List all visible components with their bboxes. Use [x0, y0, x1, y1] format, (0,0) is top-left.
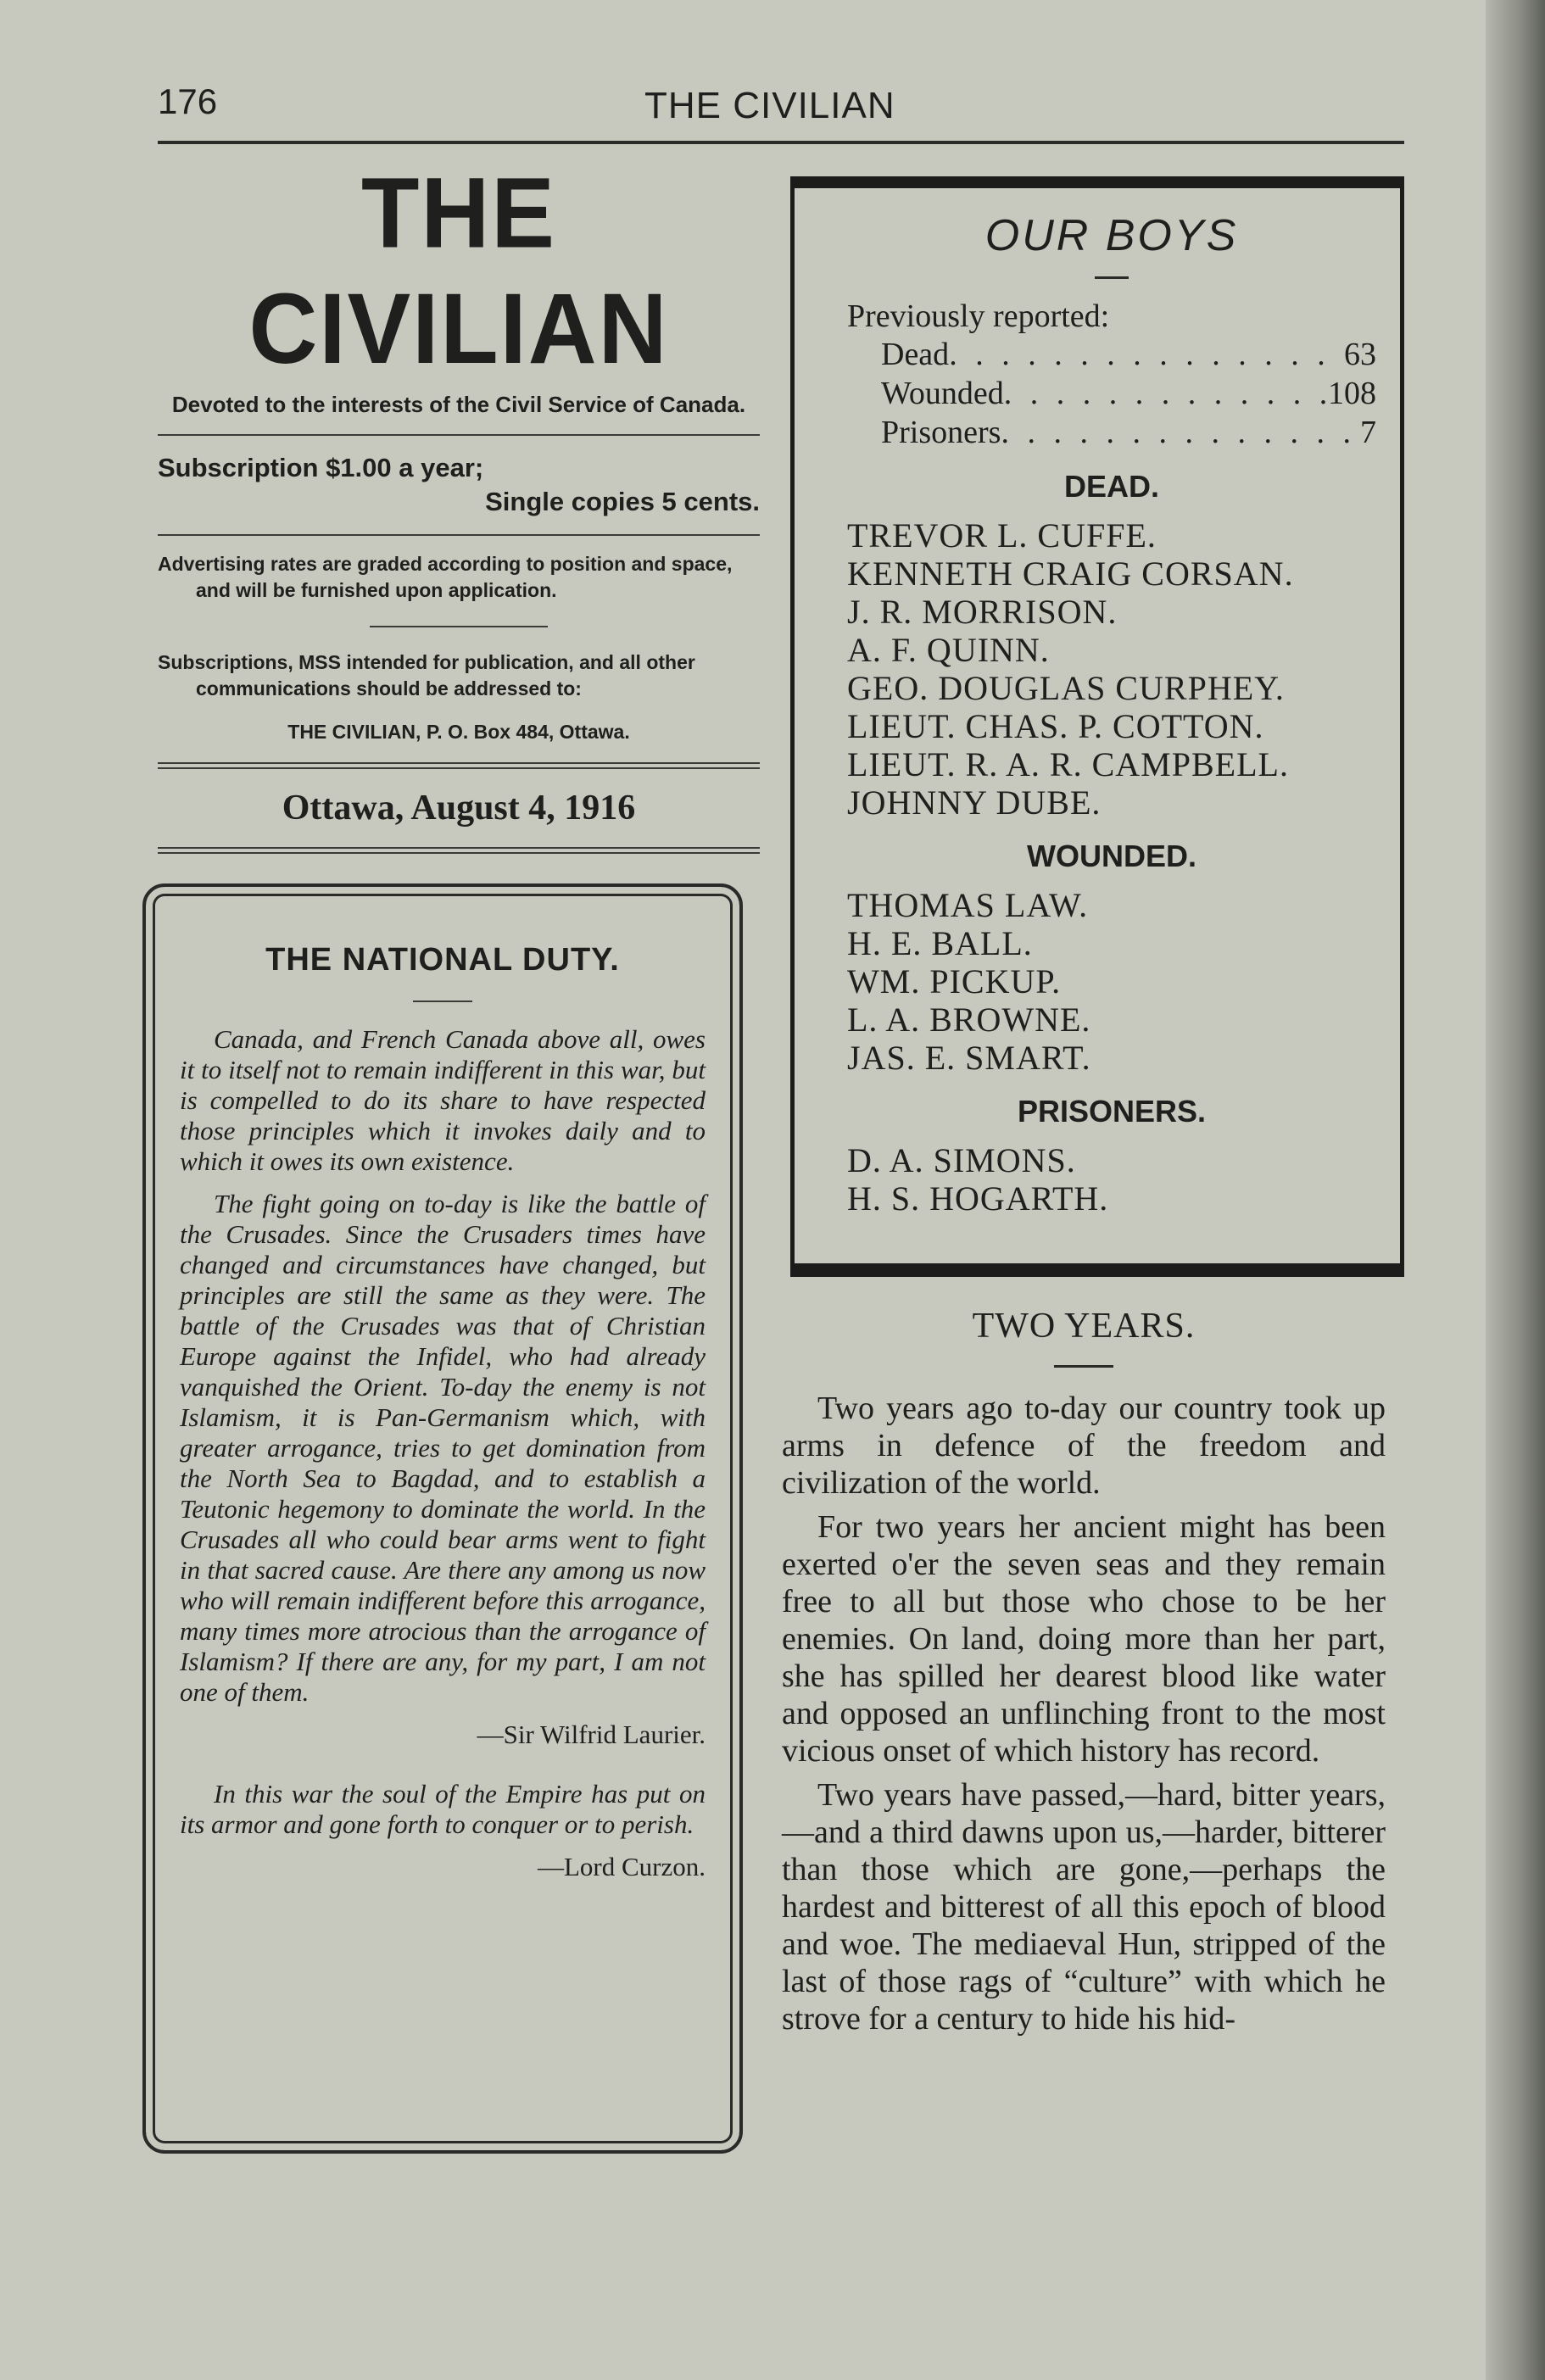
- leader-dots: [949, 335, 1344, 374]
- double-divider: [158, 762, 760, 769]
- single-copy-price: Single copies 5 cents.: [485, 487, 760, 516]
- article-paragraph: For two years her ancient might has been exerted o'er the seven seas and they remain free to all but those who chose to be her enemies. On land, doing more than her part, she has spilled her dearest blood like water and opposed an unflinching front to the most vicious onset of which history has record.: [782, 1509, 1386, 1769]
- mailing-address: THE CIVILIAN, P. O. Box 484, Ottawa.: [287, 721, 630, 743]
- casualty-name: LIEUT. CHAS. P. COTTON.: [847, 707, 1264, 745]
- double-divider: [158, 847, 760, 854]
- stat-row: [847, 413, 1376, 452]
- our-boys-box: [790, 176, 1404, 1277]
- subscription-price: Subscription $1.00 a year;: [158, 453, 484, 482]
- casualty-name: KENNETH CRAIG CORSAN.: [847, 555, 1294, 593]
- page-edge-shadow: [1486, 0, 1545, 2380]
- national-duty-heading: THE NATIONAL DUTY.: [265, 942, 620, 978]
- stat-label: Dead: [881, 337, 950, 372]
- running-head: THE CIVILIAN: [644, 85, 895, 126]
- leader-dots: [1001, 413, 1360, 452]
- divider: [370, 626, 548, 627]
- article-paragraph: Two years have passed,—hard, bitter years,—and a third dawns upon us,—harder, bitterer than those which are gone,—perhaps the hardest and bitterest of all this epoch of blood and woe. The mediaeval Hun, stripped of the last of those rags of “culture” with which he strove for a century to hide his hid-: [782, 1777, 1386, 2037]
- article-heading: TWO YEARS.: [972, 1307, 1196, 1346]
- header-rule: [158, 141, 1404, 144]
- casualty-name: L. A. BROWNE.: [847, 1000, 1091, 1039]
- quote-paragraph: In this war the soul of the Empire has put on its armor and gone forth to conquer or to perish.: [180, 1779, 706, 1839]
- casualty-name: TREVOR L. CUFFE.: [847, 516, 1157, 555]
- casualty-name: GEO. DOUGLAS CURPHEY.: [847, 669, 1285, 707]
- national-duty-box: [142, 883, 743, 2154]
- wounded-heading: WOUNDED.: [1027, 839, 1196, 873]
- quote-paragraph: The fight going on to-day is like the battle of the Crusades. Since the Crusaders times have changed and circumstances have changed, but principles are still the same as they were. The battle of the Crusades was that of Christian Europe against the Infidel, who had already vanquished the Orient. To-day the enemy is not Islamism, it is Pan-Germanism which, with greater arrogance, tries to get domination from the North Sea to Bagdad, and to establish a Teutonic hegemony to dominate the world. In the Crusades all who could bear arms went to fight in that sacred cause. Are there any among us now who will remain indifferent before this arrogance, many times more atrocious than the arrogance of Islamism? If there are any, for my part, I am not one of them.: [180, 1189, 706, 1707]
- stat-label: Prisoners: [881, 415, 1001, 450]
- stat-label: Wounded: [881, 376, 1004, 411]
- two-years-article: [782, 1306, 1386, 2044]
- masthead-tagline: Devoted to the interests of the Civil Service of Canada.: [171, 392, 746, 417]
- stat-value: 63: [1344, 337, 1376, 372]
- divider: [413, 1000, 472, 1002]
- our-boys-title: OUR BOYS: [984, 211, 1239, 260]
- casualty-name: WM. PICKUP.: [847, 962, 1062, 1000]
- casualty-name: THOMAS LAW.: [847, 886, 1089, 924]
- stat-row: [847, 374, 1376, 413]
- stat-value: 108: [1328, 376, 1376, 411]
- casualty-name: JOHNNY DUBE.: [847, 783, 1102, 822]
- masthead: [158, 157, 760, 871]
- quote-attribution: —Sir Wilfrid Laurier.: [477, 1720, 706, 1749]
- leader-dots: [1004, 374, 1328, 413]
- advertising-note: Advertising rates are graded according to position and space, and will be furnished upon application.: [158, 553, 733, 601]
- divider: [158, 534, 760, 536]
- dead-heading: DEAD.: [1063, 469, 1159, 504]
- dateline: Ottawa, August 4, 1916: [282, 789, 636, 828]
- casualty-name: J. R. MORRISON.: [847, 593, 1118, 631]
- casualty-name: D. A. SIMONS.: [847, 1141, 1076, 1179]
- quote-paragraph: Canada, and French Canada above all, owes it to itself not to remain indifferent in this war, but is compelled to do its share to have respected those principles which it invokes daily and to which it owes its own existence.: [180, 1024, 706, 1176]
- masthead-title: THE CIVILIAN: [248, 157, 669, 385]
- casualty-name: H. S. HOGARTH.: [847, 1179, 1109, 1218]
- casualty-name: H. E. BALL.: [847, 924, 1033, 962]
- page-number: 176: [158, 81, 218, 121]
- article-paragraph: Two years ago to-day our country took up arms in defence of the freedom and civilization of the world.: [782, 1391, 1386, 1501]
- submissions-note: Subscriptions, MSS intended for publication, and all other communications should be addressed to:: [158, 651, 695, 700]
- divider: [1054, 1365, 1113, 1368]
- previously-reported-label: Previously reported:: [847, 298, 1110, 334]
- casualty-name: A. F. QUINN.: [847, 631, 1050, 669]
- casualty-name: JAS. E. SMART.: [847, 1039, 1091, 1077]
- divider: [158, 434, 760, 436]
- quote-attribution: —Lord Curzon.: [537, 1852, 706, 1881]
- divider: [1095, 276, 1129, 279]
- stat-value: 7: [1360, 415, 1376, 450]
- casualty-name: LIEUT. R. A. R. CAMPBELL.: [847, 745, 1289, 783]
- stat-row: [847, 335, 1376, 374]
- prisoners-heading: PRISONERS.: [1017, 1094, 1207, 1129]
